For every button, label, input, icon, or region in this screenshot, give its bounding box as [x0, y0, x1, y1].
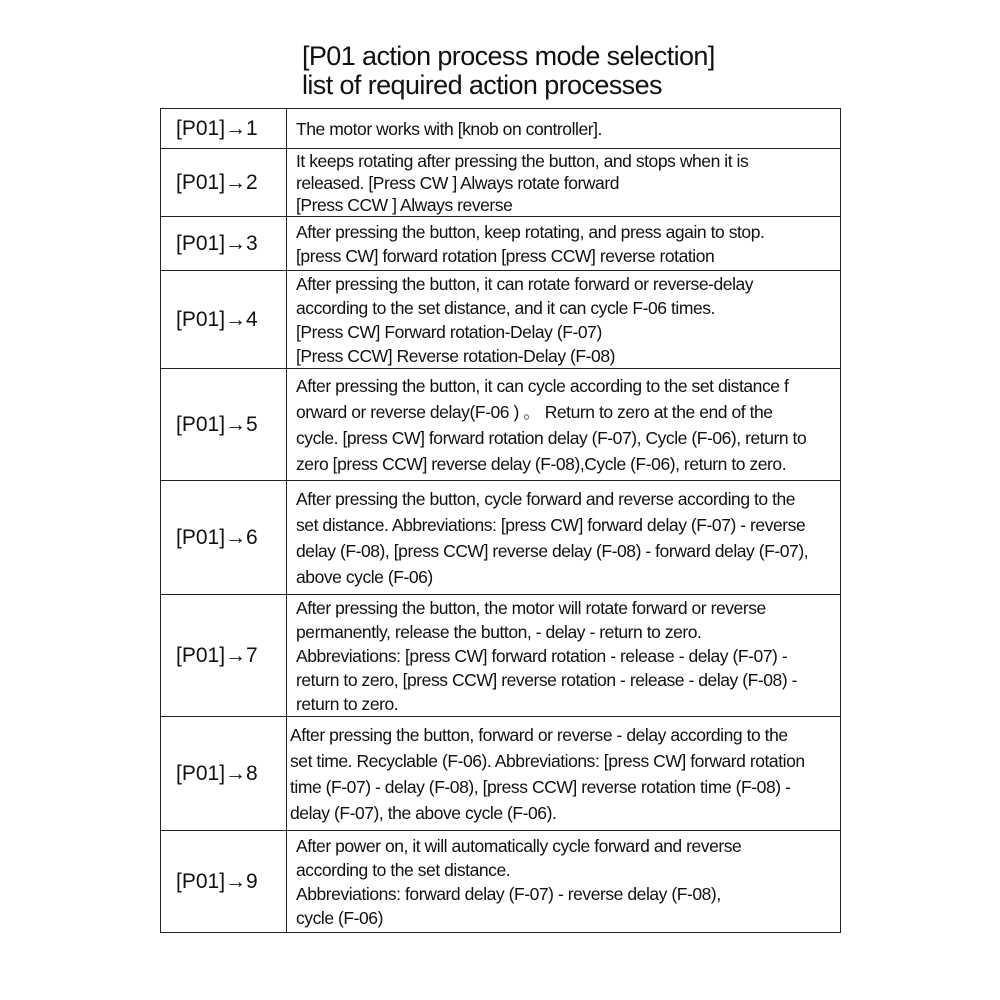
description-line: orward or reverse delay(F-06 ) 。 Return to zero at the end of the [296, 401, 773, 422]
mode-description [287, 595, 841, 717]
description-line: according to the set distance. [296, 859, 511, 880]
mode-description [287, 717, 841, 831]
mode-code: [P01]→5 [161, 369, 287, 481]
description-line: Abbreviations: [press CW] forward rotation - release - delay (F-07) - [296, 645, 788, 666]
description-line: zero [press CCW] reverse delay (F-08),Cycle (F-06), return to zero. [296, 453, 787, 474]
description-line: permanently, release the button, - delay - return to zero. [296, 621, 702, 642]
description-line: It keeps rotating after pressing the button, and stops when it is [296, 150, 749, 171]
mode-description [287, 481, 841, 595]
mode-code: [P01]→7 [161, 595, 287, 717]
description-line: cycle. [press CW] forward rotation delay (F-07), Cycle (F-06), return to [296, 427, 807, 448]
mode-code: [P01]→2 [161, 149, 287, 217]
description-line: After pressing the button, the motor will rotate forward or reverse [296, 597, 766, 618]
mode-code: [P01]→9 [161, 831, 287, 933]
mode-description [287, 109, 841, 149]
description-line: [Press CCW] Reverse rotation-Delay (F-08) [296, 345, 615, 366]
description-line: The motor works with [knob on controller]. [296, 118, 602, 139]
mode-code: [P01]→6 [161, 481, 287, 595]
page-title [302, 42, 715, 100]
table-row [161, 217, 841, 271]
mode-table [160, 108, 841, 933]
table-row [161, 369, 841, 481]
table-row [161, 481, 841, 595]
description-line: cycle (F-06) [296, 907, 383, 928]
description-line: After pressing the button, cycle forward and reverse according to the [296, 488, 796, 509]
table-row [161, 831, 841, 933]
description-line: above cycle (F-06) [296, 566, 433, 587]
description-line: [Press CCW ] Always reverse [296, 194, 513, 215]
description-line: [press CW] forward rotation [press CCW] reverse rotation [296, 245, 715, 266]
description-line: return to zero. [296, 693, 399, 714]
description-line: according to the set distance, and it can cycle F-06 times. [296, 297, 715, 318]
mode-description [287, 149, 841, 217]
description-line: After pressing the button, it can rotate forward or reverse-delay [296, 273, 754, 294]
mode-code: [P01]→1 [161, 109, 287, 149]
mode-code: [P01]→8 [161, 717, 287, 831]
description-line: set time. Recyclable (F-06). Abbreviations: [press CW] forward rotation [290, 750, 805, 771]
mode-code: [P01]→4 [161, 271, 287, 369]
description-line: [Press CW] Forward rotation-Delay (F-07) [296, 321, 602, 342]
mode-code: [P01]→3 [161, 217, 287, 271]
table-row [161, 271, 841, 369]
description-line: After pressing the button, keep rotating, and press again to stop. [296, 221, 765, 242]
mode-description [287, 271, 841, 369]
description-line: After pressing the button, forward or reverse - delay according to the [290, 724, 788, 745]
title-line-1: [P01 action process mode selection] [302, 41, 715, 71]
table-row [161, 595, 841, 717]
mode-description [287, 831, 841, 933]
description-line: time (F-07) - delay (F-08), [press CCW] reverse rotation time (F-08) - [290, 776, 791, 797]
description-line: After power on, it will automatically cycle forward and reverse [296, 835, 742, 856]
table-row [161, 109, 841, 149]
table-row [161, 149, 841, 217]
mode-description [287, 217, 841, 271]
title-line-2: list of required action processes [302, 70, 662, 100]
description-line: released. [Press CW ] Always rotate forward [296, 172, 619, 193]
mode-description [287, 369, 841, 481]
table-row [161, 717, 841, 831]
description-line: After pressing the button, it can cycle according to the set distance f [296, 375, 789, 396]
description-line: delay (F-07), the above cycle (F-06). [290, 802, 557, 823]
description-line: set distance. Abbreviations: [press CW] forward delay (F-07) - reverse [296, 514, 806, 535]
description-line: Abbreviations: forward delay (F-07) - reverse delay (F-08), [296, 883, 721, 904]
description-line: delay (F-08), [press CCW] reverse delay (F-08) - forward delay (F-07), [296, 540, 809, 561]
description-line: return to zero, [press CCW] reverse rotation - release - delay (F-08) - [296, 669, 797, 690]
